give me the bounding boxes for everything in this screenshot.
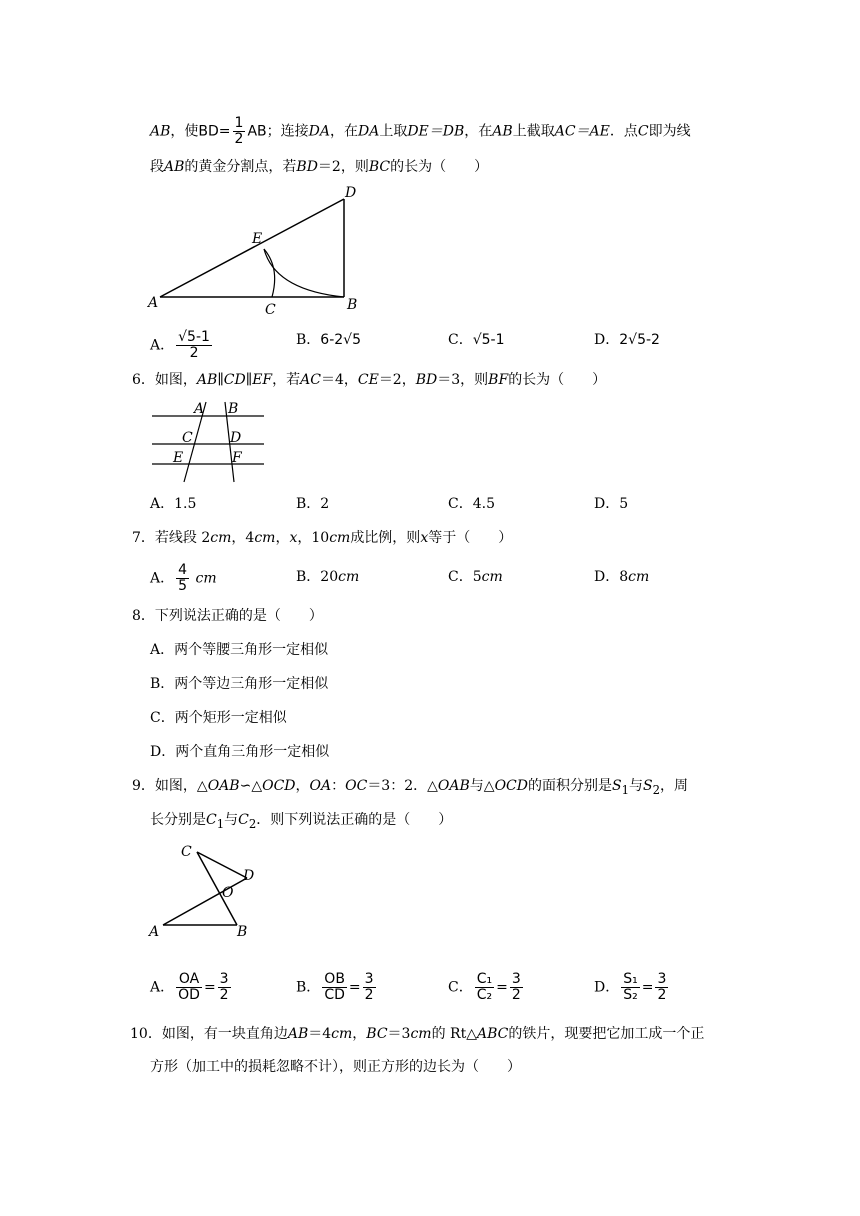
segment-da <box>163 878 247 925</box>
q5-line2: 段AB的黄金分割点，若BD＝2，则BC的长为（ ） <box>150 159 489 175</box>
label-o: O <box>222 885 234 901</box>
q7-text: 7．若线段 2cm，4cm，x，10cm成比例，则x等于（ ） <box>132 530 513 546</box>
q7-option-c[interactable]: C．5cm <box>448 569 503 585</box>
label-b: B <box>237 924 248 940</box>
q8-option-d[interactable]: D．两个直角三角形一定相似 <box>150 744 330 760</box>
q9-line2: 长分别是$C_1$与$C_2$．则下列说法正确的是（ ） <box>150 812 453 831</box>
q5-option-a[interactable]: A． $\frac{√5-1}{2}$ <box>150 329 210 361</box>
label-b: B <box>228 401 239 417</box>
q8-option-c[interactable]: C．两个矩形一定相似 <box>150 710 287 726</box>
q7-option-a[interactable]: A． $\frac{4}{5}$ cm <box>150 562 217 594</box>
q6-option-d[interactable]: D．5 <box>594 496 629 512</box>
q9-option-a[interactable]: A． $\frac{OA}{OD}$ = $\frac{3}{2}$ <box>150 971 229 1003</box>
q9-option-d[interactable]: D． $\frac{\text{S₁}}{\text{S₂}}$ = $\frac{3}{2}$ <box>594 971 667 1003</box>
label-d: D <box>345 185 357 201</box>
q7-option-d[interactable]: D．8cm <box>594 569 650 585</box>
label-a: A <box>149 924 160 940</box>
q5-line1: AB，使BD= $\frac{1}{2}$ AB；连接DA，在DA上取DE＝DB，在AB上截取AC＝AE．点C即为线 <box>150 115 691 147</box>
q5-option-c[interactable]: C．√5-1 <box>448 332 505 348</box>
label-f: F <box>232 450 242 466</box>
q8-option-b[interactable]: B．两个等边三角形一定相似 <box>150 676 329 692</box>
arc-e-to-c <box>264 249 275 297</box>
label-e: E <box>173 450 184 466</box>
q9-option-b[interactable]: B． $\frac{OB}{CD}$ = $\frac{3}{2}$ <box>296 971 374 1003</box>
q6-option-b[interactable]: B．2 <box>296 496 330 512</box>
segment-ad <box>160 199 344 297</box>
label-c: C <box>181 844 192 860</box>
q10-line2: 方形（加工中的损耗忽略不计），则正方形的边长为（ ） <box>150 1059 521 1075</box>
q9-figure-similar-triangles <box>145 840 260 940</box>
q7-option-b[interactable]: B．20cm <box>296 569 360 585</box>
q9-option-c[interactable]: C． $\frac{\text{C₁}}{\text{C₂}}$ = $\frac{3}{2}$ <box>448 971 521 1003</box>
q8-text: 8．下列说法正确的是（ ） <box>132 608 323 624</box>
q6-option-a[interactable]: A．1.5 <box>150 496 197 512</box>
q10-line1: 10．如图，有一块直角边AB＝4cm，BC＝3cm的 Rt△ABC的铁片，现要把它加工成一个正 <box>130 1026 705 1042</box>
q9-line1: 9．如图，△OAB∽△OCD，OA：OC＝3：2．△OAB与△OCD的面积分别是$S_1$与$S_2$，周 <box>132 778 689 797</box>
q8-option-a[interactable]: A．两个等腰三角形一定相似 <box>150 642 329 658</box>
q5-figure-golden-section <box>145 183 370 318</box>
label-d: D <box>230 430 242 446</box>
label-b: B <box>347 297 358 313</box>
label-a: A <box>194 401 205 417</box>
q6-text: 6．如图，AB∥CD∥EF，若AC＝4，CE＝2，BD＝3，则BF的长为（ ） <box>132 372 607 388</box>
label-d: D <box>243 868 255 884</box>
q5-option-b[interactable]: B．6-2√5 <box>296 332 361 348</box>
arc-e-to-b <box>264 249 344 297</box>
q6-option-c[interactable]: C．4.5 <box>448 496 495 512</box>
q6-figure-parallel-lines <box>146 398 270 486</box>
label-c: C <box>182 430 193 446</box>
label-e: E <box>252 231 263 247</box>
fraction-one-half: $\frac{1}{2}$ <box>234 115 244 147</box>
q5-option-d[interactable]: D．2√5-2 <box>594 332 660 348</box>
label-c: C <box>265 302 276 318</box>
label-a: A <box>148 295 159 311</box>
